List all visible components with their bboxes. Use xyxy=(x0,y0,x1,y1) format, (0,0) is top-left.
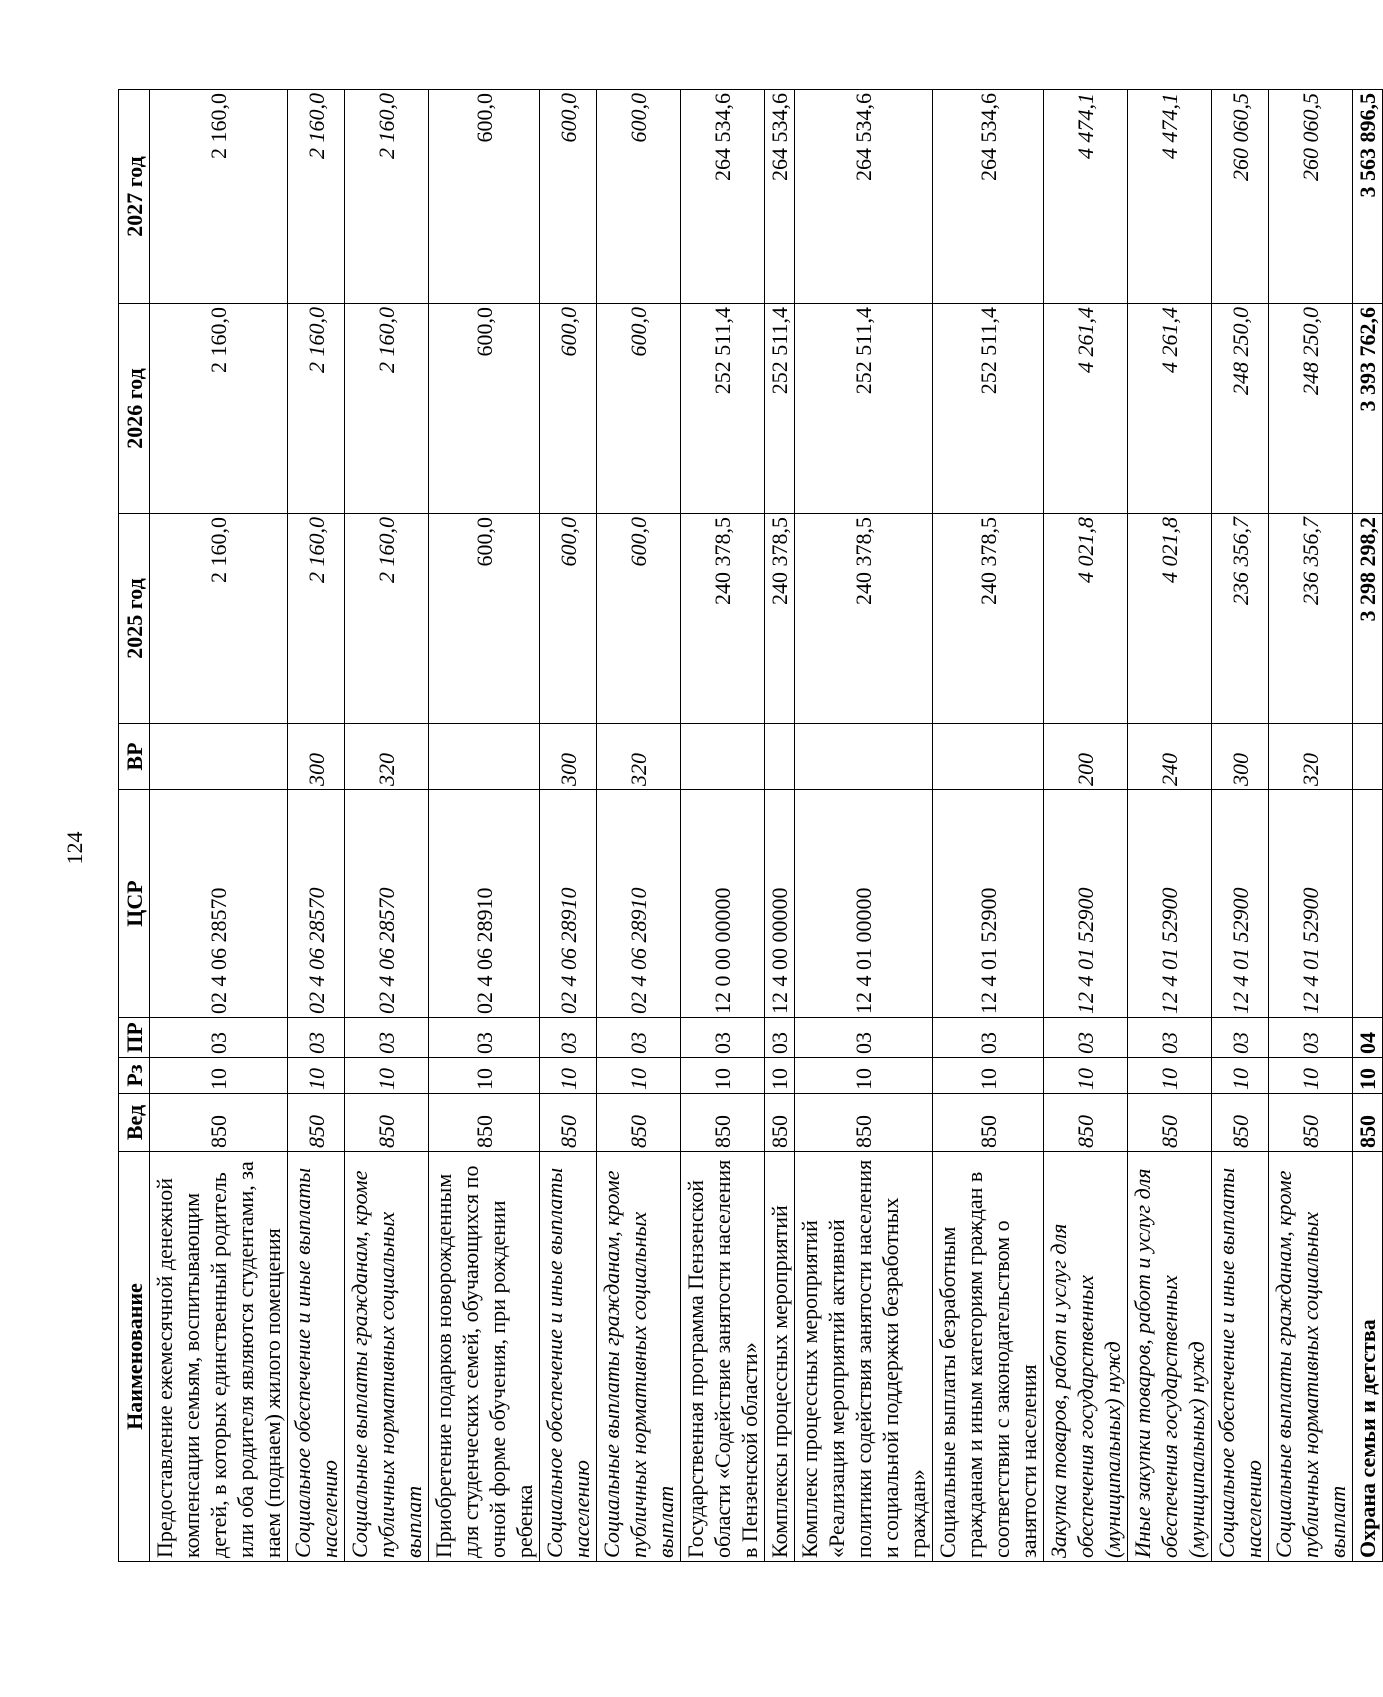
cell-vr xyxy=(795,724,933,790)
cell-vr xyxy=(150,724,288,790)
header-2026: 2026 год xyxy=(119,304,150,514)
cell-2025: 240 378,5 xyxy=(681,514,765,724)
cell-2025: 2 160,0 xyxy=(150,514,288,724)
cell-pr: 03 xyxy=(681,1018,765,1058)
cell-name: Социальные выплаты безработным гражданам и иным категориям граждан в соответствии с законодательством о занятости населения xyxy=(933,1152,1044,1562)
cell-pr: 03 xyxy=(597,1018,681,1058)
table-row xyxy=(345,90,429,1562)
cell-csr: 12 4 00 00000 xyxy=(765,790,795,1018)
cell-vr xyxy=(933,724,1044,790)
cell-2025: 600,0 xyxy=(597,514,681,724)
cell-rz: 10 xyxy=(1212,1058,1269,1094)
cell-name: Охрана семьи и детства xyxy=(1353,1152,1383,1562)
cell-rz: 10 xyxy=(150,1058,288,1094)
cell-2025: 240 378,5 xyxy=(933,514,1044,724)
cell-pr: 03 xyxy=(345,1018,429,1058)
cell-csr: 02 4 06 28910 xyxy=(597,790,681,1018)
cell-name: Социальное обеспечение и иные выплаты населению xyxy=(288,1152,345,1562)
cell-2027: 264 534,6 xyxy=(765,90,795,304)
cell-rz: 10 xyxy=(1044,1058,1128,1094)
cell-rz: 10 xyxy=(429,1058,540,1094)
cell-pr: 03 xyxy=(540,1018,597,1058)
cell-2026: 248 250,0 xyxy=(1212,304,1269,514)
cell-2027: 600,0 xyxy=(597,90,681,304)
cell-rz: 10 xyxy=(765,1058,795,1094)
cell-2027: 260 060,5 xyxy=(1269,90,1353,304)
cell-ved: 850 xyxy=(540,1094,597,1152)
cell-pr: 03 xyxy=(150,1018,288,1058)
cell-2027: 264 534,6 xyxy=(795,90,933,304)
cell-ved: 850 xyxy=(597,1094,681,1152)
table-row xyxy=(765,90,795,1562)
header-rz: Рз xyxy=(119,1058,150,1094)
cell-csr: 12 4 01 52900 xyxy=(933,790,1044,1018)
cell-2025: 240 378,5 xyxy=(795,514,933,724)
cell-2025: 4 021,8 xyxy=(1044,514,1128,724)
cell-rz: 10 xyxy=(540,1058,597,1094)
cell-ved: 850 xyxy=(1353,1094,1383,1152)
cell-pr: 03 xyxy=(933,1018,1044,1058)
budget-table xyxy=(118,89,1383,1562)
table-row xyxy=(540,90,597,1562)
header-name: Наименование xyxy=(119,1152,150,1562)
cell-2025: 240 378,5 xyxy=(765,514,795,724)
table-header-row xyxy=(119,90,150,1562)
cell-2026: 252 511,4 xyxy=(933,304,1044,514)
cell-2027: 2 160,0 xyxy=(288,90,345,304)
table-row xyxy=(429,90,540,1562)
cell-csr: 02 4 06 28910 xyxy=(540,790,597,1018)
cell-csr: 02 4 06 28570 xyxy=(288,790,345,1018)
cell-ved: 850 xyxy=(429,1094,540,1152)
header-pr: ПР xyxy=(119,1018,150,1058)
cell-csr xyxy=(1353,790,1383,1018)
cell-rz: 10 xyxy=(795,1058,933,1094)
cell-ved: 850 xyxy=(1128,1094,1212,1152)
table-row xyxy=(1353,90,1383,1562)
cell-name: Закупка товаров, работ и услуг для обеспечения государственных (муниципальных) нужд xyxy=(1044,1152,1128,1562)
cell-rz: 10 xyxy=(681,1058,765,1094)
cell-vr: 320 xyxy=(597,724,681,790)
cell-ved: 850 xyxy=(150,1094,288,1152)
cell-vr: 300 xyxy=(1212,724,1269,790)
cell-name: Иные закупки товаров, работ и услуг для обеспечения государственных (муниципальных) нужд xyxy=(1128,1152,1212,1562)
cell-name: Социальное обеспечение и иные выплаты населению xyxy=(1212,1152,1269,1562)
cell-name: Комплекс процессных мероприятий «Реализация мероприятий активной политики содействия занятости населения и социальной поддержки безработных граждан» xyxy=(795,1152,933,1562)
cell-csr: 12 4 01 52900 xyxy=(1128,790,1212,1018)
cell-rz: 10 xyxy=(933,1058,1044,1094)
cell-2027: 3 563 896,5 xyxy=(1353,90,1383,304)
cell-vr: 300 xyxy=(540,724,597,790)
table-row xyxy=(795,90,933,1562)
cell-ved: 850 xyxy=(1212,1094,1269,1152)
cell-ved: 850 xyxy=(933,1094,1044,1152)
table-row xyxy=(597,90,681,1562)
cell-2025: 4 021,8 xyxy=(1128,514,1212,724)
cell-rz: 10 xyxy=(597,1058,681,1094)
cell-2026: 4 261,4 xyxy=(1128,304,1212,514)
table-row xyxy=(288,90,345,1562)
cell-2027: 264 534,6 xyxy=(933,90,1044,304)
cell-name: Социальные выплаты гражданам, кроме публичных нормативных социальных выплат xyxy=(597,1152,681,1562)
cell-ved: 850 xyxy=(795,1094,933,1152)
cell-2027: 260 060,5 xyxy=(1212,90,1269,304)
cell-2026: 252 511,4 xyxy=(681,304,765,514)
cell-2027: 4 474,1 xyxy=(1044,90,1128,304)
cell-2025: 600,0 xyxy=(540,514,597,724)
cell-rz: 10 xyxy=(1128,1058,1212,1094)
cell-pr: 03 xyxy=(1269,1018,1353,1058)
cell-2026: 3 393 762,6 xyxy=(1353,304,1383,514)
cell-pr: 03 xyxy=(765,1018,795,1058)
cell-2027: 600,0 xyxy=(429,90,540,304)
cell-ved: 850 xyxy=(288,1094,345,1152)
cell-pr: 03 xyxy=(429,1018,540,1058)
cell-2025: 600,0 xyxy=(429,514,540,724)
cell-rz: 10 xyxy=(288,1058,345,1094)
cell-name: Социальные выплаты гражданам, кроме публичных нормативных социальных выплат xyxy=(1269,1152,1353,1562)
cell-ved: 850 xyxy=(345,1094,429,1152)
cell-ved: 850 xyxy=(765,1094,795,1152)
cell-2025: 2 160,0 xyxy=(288,514,345,724)
cell-2025: 2 160,0 xyxy=(345,514,429,724)
cell-csr: 12 4 01 00000 xyxy=(795,790,933,1018)
table-row xyxy=(933,90,1044,1562)
cell-pr: 03 xyxy=(1044,1018,1128,1058)
cell-name: Приобретение подарков новорожденным для студенческих семей, обучающихся по очной форме обучения, при рождении ребенка xyxy=(429,1152,540,1562)
header-csr: ЦСР xyxy=(119,790,150,1018)
cell-2026: 2 160,0 xyxy=(150,304,288,514)
cell-ved: 850 xyxy=(681,1094,765,1152)
cell-2026: 600,0 xyxy=(597,304,681,514)
cell-2027: 2 160,0 xyxy=(345,90,429,304)
table-row xyxy=(150,90,288,1562)
cell-csr: 12 4 01 52900 xyxy=(1044,790,1128,1018)
cell-2026: 2 160,0 xyxy=(288,304,345,514)
header-2025: 2025 год xyxy=(119,514,150,724)
cell-ved: 850 xyxy=(1269,1094,1353,1152)
cell-name: Государственная программа Пензенской области «Содействие занятости населения в Пензенской области» xyxy=(681,1152,765,1562)
cell-vr xyxy=(765,724,795,790)
cell-vr: 200 xyxy=(1044,724,1128,790)
cell-2025: 236 356,7 xyxy=(1212,514,1269,724)
header-2027: 2027 год xyxy=(119,90,150,304)
cell-csr: 02 4 06 28910 xyxy=(429,790,540,1018)
header-ved: Вед xyxy=(119,1094,150,1152)
table-row xyxy=(1044,90,1128,1562)
cell-2027: 2 160,0 xyxy=(150,90,288,304)
cell-2027: 4 474,1 xyxy=(1128,90,1212,304)
cell-vr xyxy=(429,724,540,790)
cell-csr: 12 0 00 00000 xyxy=(681,790,765,1018)
cell-2026: 600,0 xyxy=(429,304,540,514)
cell-vr: 300 xyxy=(288,724,345,790)
cell-csr: 02 4 06 28570 xyxy=(150,790,288,1018)
cell-vr: 240 xyxy=(1128,724,1212,790)
cell-rz: 10 xyxy=(1269,1058,1353,1094)
table-row xyxy=(1128,90,1212,1562)
cell-rz: 10 xyxy=(345,1058,429,1094)
cell-name: Комплексы процессных мероприятий xyxy=(765,1152,795,1562)
cell-2026: 248 250,0 xyxy=(1269,304,1353,514)
cell-rz: 10 xyxy=(1353,1058,1383,1094)
cell-csr: 12 4 01 52900 xyxy=(1212,790,1269,1018)
cell-pr: 03 xyxy=(1128,1018,1212,1058)
cell-2026: 600,0 xyxy=(540,304,597,514)
cell-name: Социальные выплаты гражданам, кроме публичных нормативных социальных выплат xyxy=(345,1152,429,1562)
rotated-page-content xyxy=(118,90,1380,1562)
cell-2026: 2 160,0 xyxy=(345,304,429,514)
cell-vr: 320 xyxy=(345,724,429,790)
cell-pr: 03 xyxy=(288,1018,345,1058)
cell-vr xyxy=(1353,724,1383,790)
cell-pr: 03 xyxy=(1212,1018,1269,1058)
cell-2026: 252 511,4 xyxy=(795,304,933,514)
cell-ved: 850 xyxy=(1044,1094,1128,1152)
table-row xyxy=(1269,90,1353,1562)
table-row xyxy=(1212,90,1269,1562)
cell-pr: 03 xyxy=(795,1018,933,1058)
cell-vr: 320 xyxy=(1269,724,1353,790)
cell-csr: 12 4 01 52900 xyxy=(1269,790,1353,1018)
cell-vr xyxy=(681,724,765,790)
cell-2026: 252 511,4 xyxy=(765,304,795,514)
cell-name: Предоставление ежемесячной денежной компенсации семьям, воспитывающим детей, в которых единственный родитель или оба родителя являются студентами, за наем (поднаем) жилого помещения xyxy=(150,1152,288,1562)
header-vr: ВР xyxy=(119,724,150,790)
page-number: 124 xyxy=(62,831,87,865)
cell-2025: 236 356,7 xyxy=(1269,514,1353,724)
cell-pr: 04 xyxy=(1353,1018,1383,1058)
cell-2025: 3 298 298,2 xyxy=(1353,514,1383,724)
cell-2027: 600,0 xyxy=(540,90,597,304)
table-row xyxy=(681,90,765,1562)
cell-csr: 02 4 06 28570 xyxy=(345,790,429,1018)
cell-2026: 4 261,4 xyxy=(1044,304,1128,514)
cell-name: Социальное обеспечение и иные выплаты населению xyxy=(540,1152,597,1562)
table-body xyxy=(150,90,1383,1562)
cell-2027: 264 534,6 xyxy=(681,90,765,304)
